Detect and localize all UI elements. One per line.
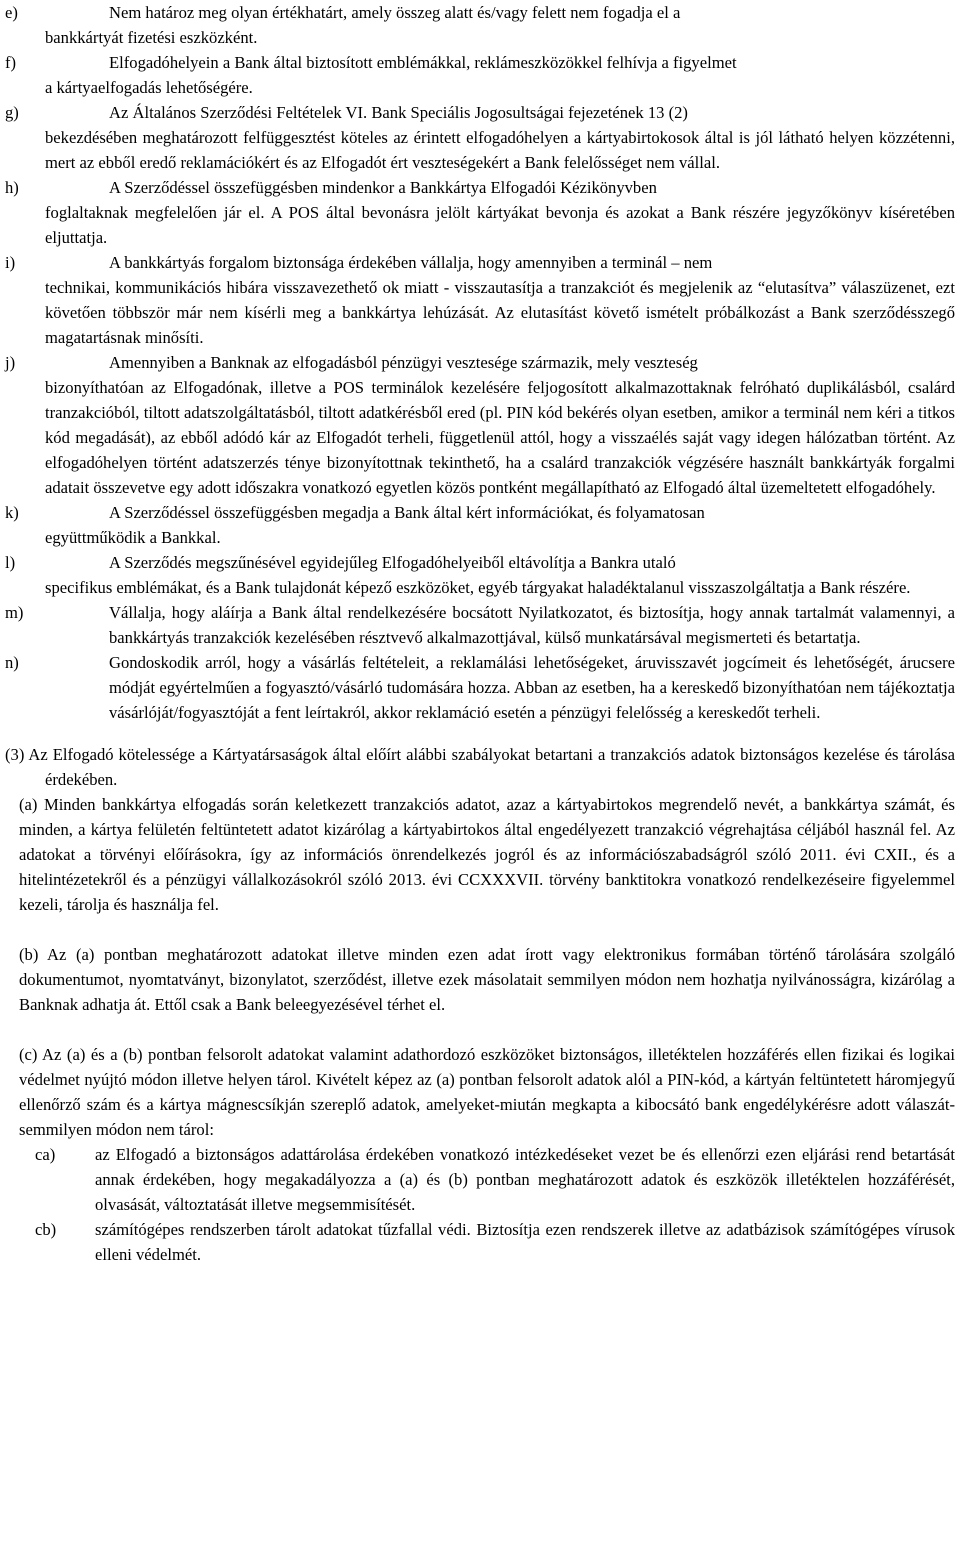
item-label: k) bbox=[5, 503, 19, 522]
item-label: n) bbox=[5, 653, 19, 672]
item-continuation: bekezdésében meghatározott felfüggesztést köteles az érintett elfogadóhelyen a kártyabirtokosok által is jól látható helyen közzétenni, mert az ebből eredő reklamációkért és az Elfogadót ért veszteségekért a Bank felelősséget nem vállal. bbox=[45, 128, 955, 172]
section-3-point-ca bbox=[5, 1142, 955, 1217]
item-label: e) bbox=[5, 3, 18, 22]
item-continuation: együttműködik a Bankkal. bbox=[45, 528, 221, 547]
section-3-point-c: (c) Az (a) és a (b) pontban felsorolt adatokat valamint adathordozó eszközöket biztonságos, illetéktelen hozzáférés ellen fizikai és logikai védelmet nyújtó módon illetve helyen tárol. Kivételt képez az (a) pontban felsorolt adatok alól a PIN-kód, a kártyán feltüntetett háromjegyű ellenőrző szám és a kártya mágnescsíkján szereplő adatok, amelyeket-miután megkapta a kibocsátó bank engedélykérésre adott válaszát-semmilyen módon nem tárol: bbox=[19, 1045, 955, 1139]
item-label: l) bbox=[5, 553, 16, 572]
subitem-text: az Elfogadó a biztonságos adattárolása érdekében vonatkozó intézkedéseket vezet be és ellenőrzi ezen eljárási rend betartását annak érdekében, hogy megakadályozza a (a) és (b) pontban meghatározott adatok és eszközök illetéktelen hozzáférését, olvasását, változtatását illetve megsemmisítését. bbox=[95, 1145, 955, 1214]
list-item-l bbox=[5, 550, 955, 600]
paragraph-spacer bbox=[5, 1017, 955, 1042]
item-first-line: A Szerződés megszűnésével egyidejűleg Elfogadóhelyeiből eltávolítja a Bankra utaló bbox=[109, 553, 676, 572]
item-first-line: Az Általános Szerződési Feltételek VI. Bank Speciális Jogosultságai fejezetének 13 (2) bbox=[109, 103, 688, 122]
item-text: Gondoskodik arról, hogy a vásárlás feltételeit, a reklamálási lehetőségeket, áruvisszavét jogcímeit és lehetőségét, árucsere módját egyértelműen a fogyasztó/vásárló tudomására hozza. Abban az esetben, ha a kereskedő bizonyíthatóan nem tájékoztatja vásárlóját/fogyasztóját a fent leírtakról, akkor reklamáció esetén a pénzügyi felelősség a kereskedőt terheli. bbox=[109, 653, 955, 722]
item-text: Vállalja, hogy aláírja a Bank által rendelkezésére bocsátott Nyilatkozatot, és biztosítja, hogy annak tartalmát valamennyi, a bankkártyás tranzakciók kezelésében résztvevő alkalmazottjával, külső munkatársával megismerteti és betartatja. bbox=[109, 603, 955, 647]
item-label: f) bbox=[5, 53, 17, 72]
item-continuation: technikai, kommunikációs hibára visszavezethető ok miatt - visszautasítja a tranzakciót és megjelenik az “elutasítva” válaszüzenet, ezt követően többször már nem kísérli meg a bankkártya lehúzását. Az elutasítást követő ismételt próbálkozást a Bank szerződésszegő magatartásnak minősíti. bbox=[45, 278, 955, 347]
item-continuation: bizonyíthatóan az Elfogadónak, illetve a POS terminálok kezelésére feljogosított alkalmazottaknak felróható duplikálásból, csalárd tranzakcióból, tiltott adatszolgáltatásból, tiltott adatkérésből ered (pl. PIN kód bekérés olyan esetben, amikor a terminál nem kéri a titkos kód megadását), az ebből adódó kár az Elfogadót terheli, függetlenül attól, hogy a visszaélés saját vagy idegen hálózatban történt. Az elfogadóhelyen történt adatszerzés ténye bizonyítottnak tekinthető, ha a csalárd tranzakciók végzésére használt bankkártyák forgalmi adatait összevetve egy adott időszakra vonatkozó egyetlen közös pontként megállapítható az Elfogadó által üzemeltetett elfogadóhely. bbox=[45, 378, 955, 497]
section-3-intro: (3) Az Elfogadó kötelessége a Kártyatársaságok által előírt alábbi szabályokat betartani a tranzakciós adatok biztonságos kezelése és tárolása érdekében. bbox=[5, 745, 955, 789]
list-item-g bbox=[5, 100, 955, 175]
item-first-line: Elfogadóhelyein a Bank által biztosított emblémákkal, reklámeszközökkel felhívja a figyelmet bbox=[109, 53, 737, 72]
item-continuation: bankkártyát fizetési eszközként. bbox=[45, 28, 258, 47]
list-item-k bbox=[5, 500, 955, 550]
subitem-label: ca) bbox=[35, 1145, 56, 1164]
item-first-line: A bankkártyás forgalom biztonsága érdekében vállalja, hogy amennyiben a terminál – nem bbox=[109, 253, 713, 272]
item-first-line: Nem határoz meg olyan értékhatárt, amely összeg alatt és/vagy felett nem fogadja el a bbox=[109, 3, 681, 22]
item-label: j) bbox=[5, 353, 16, 372]
item-first-line: Amennyiben a Banknak az elfogadásból pénzügyi vesztesége származik, mely veszteség bbox=[109, 353, 698, 372]
list-item-j bbox=[5, 350, 955, 500]
list-item-f bbox=[5, 50, 955, 100]
section-3-point-a: (a) Minden bankkártya elfogadás során keletkezett tranzakciós adatot, azaz a kártyabirtokos megrendelő nevét, a bankkártya számát, és minden, a kártya felületén feltüntetett adatot kizárólag a kártyabirtokos által engedélyezett tranzakció végrehajtása céljából használ fel. Az adatokat a törvényi előírásokra, így az információs önrendelkezés jogról és az információszabadságról szóló 2011. évi CXII., és a hitelintézetekről és a pénzügyi vállalkozásokról szóló 2013. évi CCXXXVII. törvény banktitokra vonatkozó rendelkezéseire figyelemmel kezeli, tárolja és használja fel. bbox=[19, 795, 955, 914]
section-3-point-cb bbox=[5, 1217, 955, 1267]
list-item-n bbox=[5, 650, 955, 725]
item-continuation: foglaltaknak megfelelően jár el. A POS által bevonásra jelölt kártyákat bevonja és azokat a Bank részére jegyzőkönyv kíséretében eljuttatja. bbox=[45, 203, 955, 247]
item-first-line: A Szerződéssel összefüggésben megadja a Bank által kért információkat, és folyamatosan bbox=[109, 503, 705, 522]
list-item-h bbox=[5, 175, 955, 250]
item-continuation: a kártyaelfogadás lehetőségére. bbox=[45, 78, 253, 97]
list-item-m bbox=[5, 600, 955, 650]
list-item-i bbox=[5, 250, 955, 350]
item-continuation: specifikus emblémákat, és a Bank tulajdonát képező eszközöket, egyéb tárgyakat haladéktalanul visszaszolgáltatja a Bank részére. bbox=[45, 578, 911, 597]
item-label: h) bbox=[5, 178, 19, 197]
document-page bbox=[5, 0, 955, 1267]
item-label: i) bbox=[5, 253, 16, 272]
subitem-text: számítógépes rendszerben tárolt adatokat tűzfallal védi. Biztosítja ezen rendszerek illetve az adatbázisok számítógépes vírusok elleni védelmét. bbox=[95, 1220, 955, 1264]
list-item-e bbox=[5, 0, 955, 50]
section-3-point-b: (b) Az (a) pontban meghatározott adatokat illetve minden ezen adat írott vagy elektronikus formában történő tárolására szolgáló dokumentumot, nyomtatványt, bizonylatot, szerződést, illetve ezek másolatait semmilyen módon nem hozhatja nyilvánosságra, kizárólag a Banknak adhatja át. Ettől csak a Bank beleegyezésével térhet el. bbox=[19, 945, 955, 1014]
item-first-line: A Szerződéssel összefüggésben mindenkor a Bankkártya Elfogadói Kézikönyvben bbox=[109, 178, 657, 197]
item-label: m) bbox=[5, 603, 24, 622]
subitem-label: cb) bbox=[35, 1220, 57, 1239]
item-label: g) bbox=[5, 103, 19, 122]
paragraph-spacer bbox=[5, 917, 955, 942]
